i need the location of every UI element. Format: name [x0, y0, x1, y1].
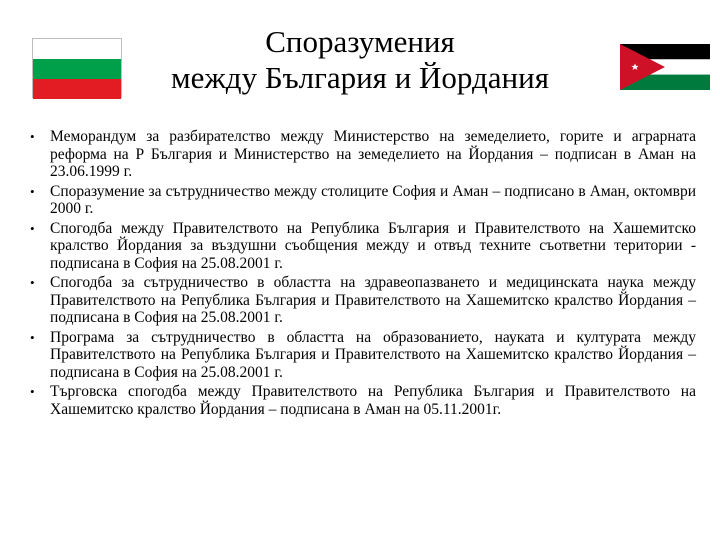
- bulgaria-flag-red-stripe: [33, 79, 121, 99]
- list-item-text: Меморандум за разбирателство между Министерство на земеделието, горите и аграрната реформа на Р България и Министерство на земеделието на Йордания – подписан в Аман на 23.06.1999 г.: [50, 128, 696, 180]
- bulgaria-flag-white-stripe: [33, 39, 121, 59]
- list-item: [30, 183, 696, 218]
- slide-title: [140, 24, 580, 96]
- list-item-text: Спогодба за сътрудничество в областта на здравеопазването и медицинската наука между Правителството на Република България и Правителството на Хашемитско кралство Йордания – подписана в София на 25.08.2001 г.: [50, 274, 696, 326]
- bullet-icon: •: [30, 183, 35, 199]
- bullet-icon: •: [30, 275, 35, 290]
- list-item: [30, 128, 696, 181]
- list-item: [30, 274, 696, 327]
- jordan-flag: [620, 44, 710, 90]
- bulgaria-flag-green-stripe: [33, 59, 121, 79]
- agreements-list: [30, 128, 696, 420]
- list-item: [30, 220, 696, 273]
- bullet-icon: •: [30, 129, 35, 144]
- list-item-text: Споразумение за сътрудничество между столиците София и Аман – подписано в Аман, октомври 2000 г.: [50, 182, 696, 217]
- list-item: [30, 383, 696, 418]
- list-item-text: Търговска спогодба между Правителството на Република България и Правителството на Хашемитско кралство Йордания – подписана в Аман на 05.11.2001г.: [50, 383, 696, 418]
- list-item: [30, 329, 696, 382]
- list-item-text: Програма за сътрудничество в областта на образованието, науката и културата между Правителството на Република България и Правителството на Хашемитско кралство Йордания – подписана в София на 25.08.2001 г.: [50, 328, 696, 381]
- bulgaria-flag: [32, 38, 122, 98]
- list-item-text: Спогодба между Правителството на Република България и Правителството на Хашемитско кралство Йордания за въздушни съобщения между и отвъд техните съответни територии - подписана в София на 25.08.2001 г.: [50, 219, 696, 272]
- title-line-2: между България и Йордания: [171, 60, 549, 95]
- bullet-icon: •: [30, 220, 35, 236]
- bullet-icon: •: [30, 384, 35, 399]
- title-line-1: Споразумения: [265, 24, 455, 59]
- bullet-icon: •: [30, 329, 35, 345]
